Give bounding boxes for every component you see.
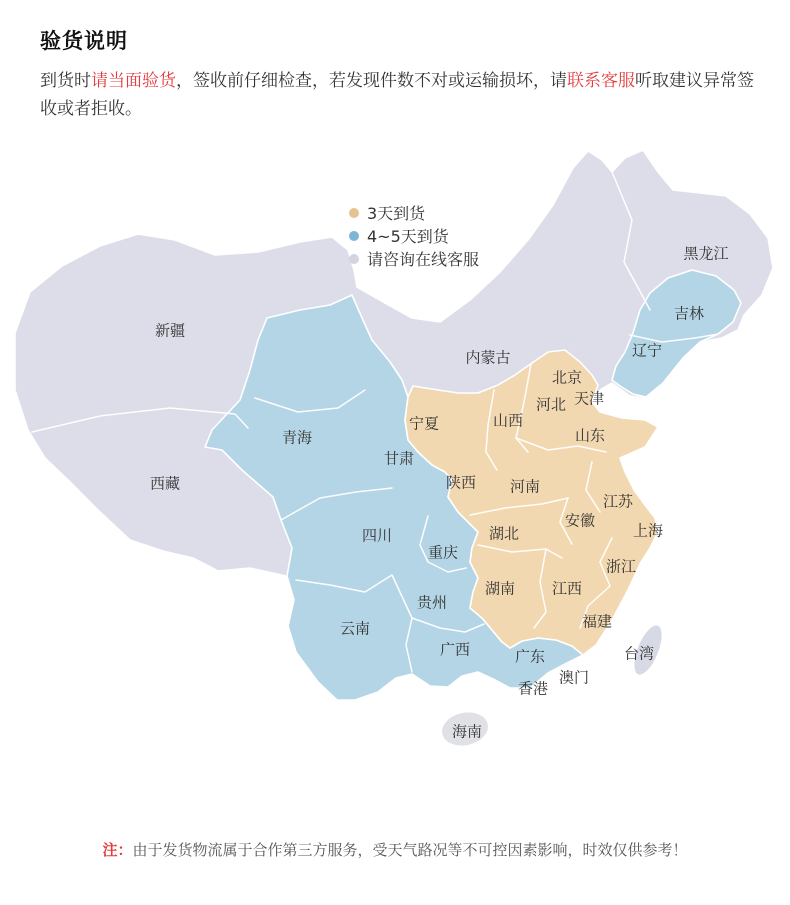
intro-highlight-inspect: 请当面验货 — [91, 71, 176, 91]
province-label: 湖南 — [484, 579, 516, 598]
legend-dot-icon — [349, 254, 359, 264]
province-label: 湖北 — [488, 524, 520, 543]
disclaimer-note — [0, 839, 790, 860]
province-label: 河北 — [535, 395, 567, 414]
intro-text-2: ，签收前仔细检查，若发现件数不对或运输损坏，请 — [176, 71, 567, 91]
province-label: 黑龙江 — [683, 244, 729, 263]
province-label: 天津 — [573, 389, 605, 408]
province-label: 山西 — [492, 411, 524, 430]
province-label: 山东 — [574, 426, 606, 445]
note-text: 由于发货物流属于合作第三方服务，受天气路况等不可控因素影响，时效仅供参考！ — [132, 841, 688, 859]
legend-item — [349, 224, 479, 247]
legend-item — [349, 201, 479, 224]
province-label: 陕西 — [445, 473, 477, 492]
province-label: 河南 — [509, 477, 541, 496]
province-label: 广西 — [439, 640, 471, 659]
province-label: 云南 — [339, 619, 371, 638]
province-label: 广东 — [514, 647, 546, 666]
province-label: 台湾 — [623, 644, 655, 663]
legend-item — [349, 247, 479, 270]
province-label: 重庆 — [427, 543, 459, 562]
province-label: 西藏 — [149, 474, 181, 493]
province-label: 浙江 — [605, 557, 637, 576]
province-label: 内蒙古 — [465, 348, 511, 367]
page-title: 验货说明 — [40, 29, 128, 54]
legend-label: 请咨询在线客服 — [367, 250, 480, 269]
contact-service-link[interactable]: 联系客服 — [567, 71, 635, 91]
intro-text-3: 听取建议异常签收或者拒收。 — [40, 71, 754, 119]
province-label: 安徽 — [564, 511, 596, 530]
province-label: 青海 — [281, 428, 313, 447]
province-label: 新疆 — [154, 321, 186, 340]
province-label: 宁夏 — [408, 414, 440, 433]
legend-dot-icon — [349, 231, 359, 241]
province-label: 福建 — [581, 612, 613, 631]
province-label: 上海 — [632, 521, 664, 540]
delivery-time-legend — [349, 201, 479, 270]
province-label: 江西 — [551, 579, 583, 598]
legend-label: 3天到货 — [367, 204, 426, 223]
province-label: 江苏 — [602, 492, 634, 511]
province-label: 吉林 — [673, 304, 705, 323]
note-prefix: 注： — [102, 841, 133, 859]
province-label: 香港 — [517, 679, 549, 698]
legend-dot-icon — [349, 208, 359, 218]
province-label: 北京 — [551, 368, 583, 387]
province-label: 澳门 — [558, 668, 590, 687]
province-label: 海南 — [451, 722, 483, 741]
legend-label: 4~5天到货 — [367, 227, 449, 246]
province-label: 四川 — [361, 526, 393, 545]
province-label: 贵州 — [416, 593, 448, 612]
province-label: 辽宁 — [631, 341, 663, 360]
province-label: 甘肃 — [383, 449, 415, 468]
intro-text-1: 到货时 — [40, 71, 91, 91]
